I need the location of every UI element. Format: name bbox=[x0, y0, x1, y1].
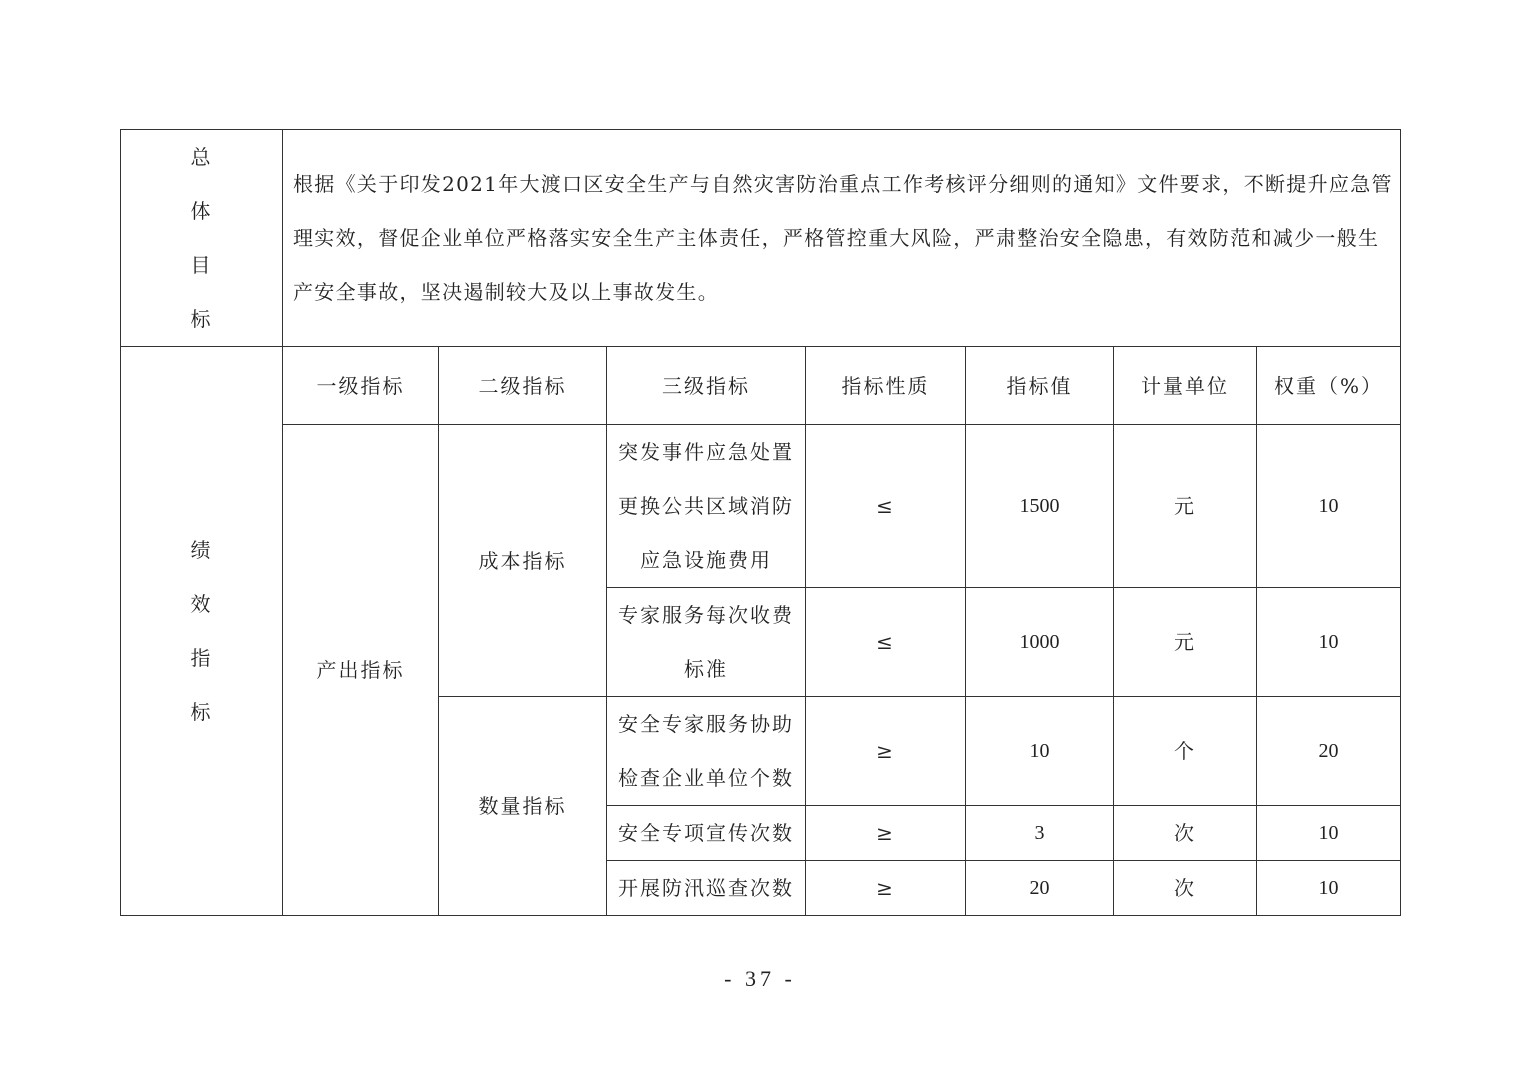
weight-cell: 10 bbox=[1257, 588, 1401, 697]
header-level3: 三级指标 bbox=[607, 347, 806, 425]
unit-cell: 次 bbox=[1114, 861, 1257, 916]
goal-label-char: 目 bbox=[190, 253, 213, 277]
goal-row bbox=[121, 130, 1401, 347]
level3-cell bbox=[607, 588, 806, 697]
indicators-label bbox=[121, 347, 283, 916]
level3-text: 安全专家服务协助检查企业单位个数 bbox=[618, 712, 794, 790]
level1-cell: 产出指标 bbox=[283, 425, 439, 916]
level3-cell bbox=[607, 697, 806, 806]
value-cell: 3 bbox=[966, 806, 1114, 861]
nature-cell: ≥ bbox=[806, 697, 966, 806]
nature-cell: ≥ bbox=[806, 861, 966, 916]
nature-cell: ≥ bbox=[806, 806, 966, 861]
level2-cell: 成本指标 bbox=[439, 425, 607, 697]
indicators-label-char: 效 bbox=[190, 592, 213, 616]
header-nature: 指标性质 bbox=[806, 347, 966, 425]
goal-label-char: 体 bbox=[190, 199, 213, 223]
value-cell: 20 bbox=[966, 861, 1114, 916]
level3-text: 专家服务每次收费标准 bbox=[618, 603, 794, 681]
nature-cell: ≤ bbox=[806, 425, 966, 588]
value-cell: 10 bbox=[966, 697, 1114, 806]
page-number: - 37 - bbox=[724, 966, 796, 991]
indicators-label-char: 指 bbox=[190, 646, 213, 670]
header-row bbox=[121, 347, 1401, 425]
header-unit: 计量单位 bbox=[1114, 347, 1257, 425]
level3-text: 安全专项宣传次数 bbox=[618, 821, 794, 845]
weight-cell: 10 bbox=[1257, 425, 1401, 588]
goal-label bbox=[121, 130, 283, 347]
level3-cell bbox=[607, 861, 806, 916]
unit-cell: 次 bbox=[1114, 806, 1257, 861]
goal-label-char: 标 bbox=[190, 307, 213, 331]
goal-label-char: 总 bbox=[190, 145, 213, 169]
goal-text: 根据《关于印发2021年大渡口区安全生产与自然灾害防治重点工作考核评分细则的通知》文件要求，不断提升应急管理实效，督促企业单位严格落实安全生产主体责任，严格管控重大风险，严肃整治安全隐患，有效防范和减少一般生产安全事故，坚决遏制较大及以上事故发生。 bbox=[283, 130, 1401, 347]
level3-cell bbox=[607, 806, 806, 861]
level3-text: 开展防汛巡查次数 bbox=[618, 876, 794, 900]
weight-cell: 20 bbox=[1257, 697, 1401, 806]
unit-cell: 元 bbox=[1114, 588, 1257, 697]
unit-cell: 元 bbox=[1114, 425, 1257, 588]
nature-cell: ≤ bbox=[806, 588, 966, 697]
header-weight: 权重（%） bbox=[1257, 347, 1401, 425]
performance-table bbox=[120, 129, 1401, 916]
value-cell: 1500 bbox=[966, 425, 1114, 588]
weight-cell: 10 bbox=[1257, 861, 1401, 916]
level3-cell bbox=[607, 425, 806, 588]
indicators-label-char: 绩 bbox=[190, 538, 213, 562]
header-level1: 一级指标 bbox=[283, 347, 439, 425]
weight-cell: 10 bbox=[1257, 806, 1401, 861]
indicators-label-char: 标 bbox=[190, 700, 213, 724]
level3-text: 突发事件应急处置更换公共区域消防应急设施费用 bbox=[618, 440, 794, 572]
table-row bbox=[121, 425, 1401, 588]
level2-cell: 数量指标 bbox=[439, 697, 607, 916]
header-level2: 二级指标 bbox=[439, 347, 607, 425]
value-cell: 1000 bbox=[966, 588, 1114, 697]
header-value: 指标值 bbox=[966, 347, 1114, 425]
unit-cell: 个 bbox=[1114, 697, 1257, 806]
